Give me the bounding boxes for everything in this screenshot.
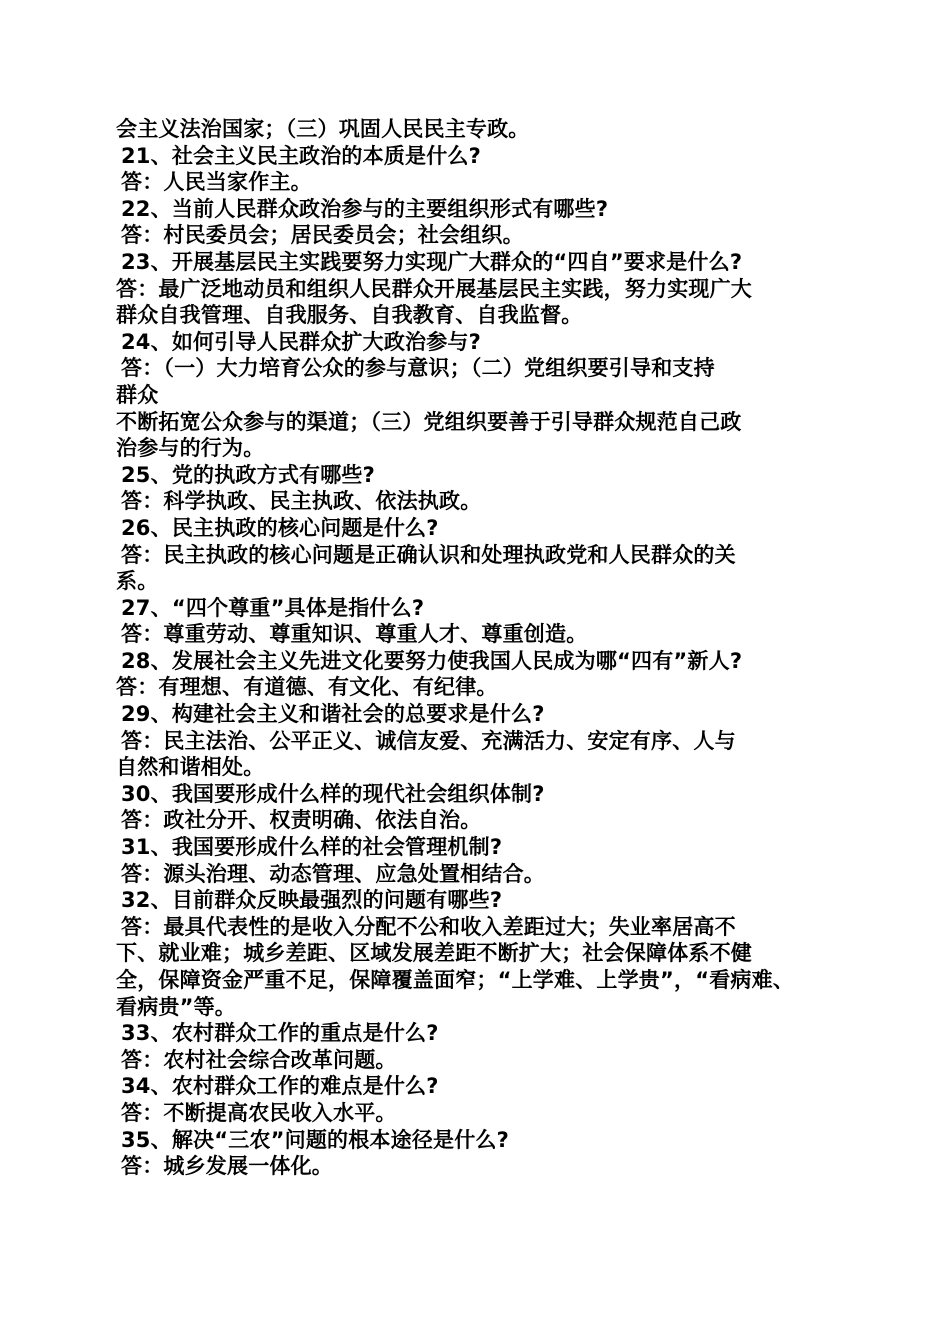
text-line: 系。 (116, 569, 159, 594)
text-line: 治参与的行为。 (116, 436, 265, 461)
text-line: 群众自我管理、自我服务、自我教育、自我监督。 (116, 303, 583, 328)
text-line: 看病贵”等。 (116, 994, 237, 1019)
text-line: 27、“四个尊重”具体是指什么? (121, 595, 425, 620)
text-line: 30、我国要形成什么样的现代社会组织体制? (121, 781, 545, 806)
text-line: 答：尊重劳动、尊重知识、尊重人才、尊重创造。 (121, 622, 588, 647)
text-line: 26、民主执政的核心问题是什么? (121, 515, 439, 540)
text-line: 答：民主执政的核心问题是正确认识和处理执政党和人民群众的关 (121, 542, 736, 567)
text-line: 答：城乡发展一体化。 (121, 1154, 333, 1179)
text-line: 答：农村社会综合改革问题。 (121, 1047, 397, 1072)
text-line: 24、如何引导人民群众扩大政治参与? (121, 329, 482, 354)
text-line: 答：不断提高农民收入水平。 (121, 1100, 397, 1125)
text-line: 23、开展基层民主实践要努力实现广大群众的“四自”要求是什么? (121, 249, 743, 274)
text-line: 答：源头治理、动态管理、应急处置相结合。 (121, 861, 545, 886)
text-line: 下、就业难；城乡差距、区域发展差距不断扩大；社会保障体系不健 (116, 941, 752, 966)
text-line: 29、构建社会主义和谐社会的总要求是什么? (121, 702, 545, 727)
text-line: 28、发展社会主义先进文化要努力使我国人民成为哪“四有”新人? (121, 648, 743, 673)
text-line: 34、农村群众工作的难点是什么? (121, 1074, 439, 1099)
text-line: 答：民主法治、公平正义、诚信友爱、充满活力、安定有序、人与 (121, 728, 736, 753)
text-line: 不断拓宽公众参与的渠道；（三）党组织要善于引导群众规范自己政 (116, 409, 742, 434)
text-line: 答：人民当家作主。 (121, 170, 312, 195)
text-line: 35、解决“三农”问题的根本途径是什么? (121, 1127, 510, 1152)
document-body (116, 116, 856, 1180)
text-line: 21、社会主义民主政治的本质是什么? (121, 143, 482, 168)
text-line: 31、我国要形成什么样的社会管理机制? (121, 835, 503, 860)
text-line: 答：有理想、有道德、有文化、有纪律。 (116, 675, 498, 700)
text-line: 答：政社分开、权责明确、依法自治。 (121, 808, 482, 833)
text-line: 群众 (116, 382, 159, 407)
text-line: 答：村民委员会；居民委员会；社会组织。 (121, 223, 524, 248)
text-line: 全，保障资金严重不足，保障覆盖面窄；“上学难、上学贵”，“看病难、 (116, 968, 795, 992)
text-line: 答：（一）大力培育公众的参与意识；（二）党组织要引导和支持 (121, 356, 715, 381)
text-line: 会主义法治国家；（三）巩固人民民主专政。 (116, 117, 530, 141)
text-line: 33、农村群众工作的重点是什么? (121, 1021, 439, 1046)
text-line: 自然和谐相处。 (116, 755, 265, 780)
text-line: 答：科学执政、民主执政、依法执政。 (121, 489, 482, 514)
text-line: 答：最广泛地动员和组织人民群众开展基层民主实践，努力实现广大 (116, 276, 752, 301)
text-line: 32、目前群众反映最强烈的问题有哪些? (121, 888, 503, 913)
text-line: 答：最具代表性的是收入分配不公和收入差距过大；失业率居高不 (121, 914, 736, 939)
text-line: 22、当前人民群众政治参与的主要组织形式有哪些? (121, 196, 609, 221)
text-line: 25、党的执政方式有哪些? (121, 462, 376, 487)
